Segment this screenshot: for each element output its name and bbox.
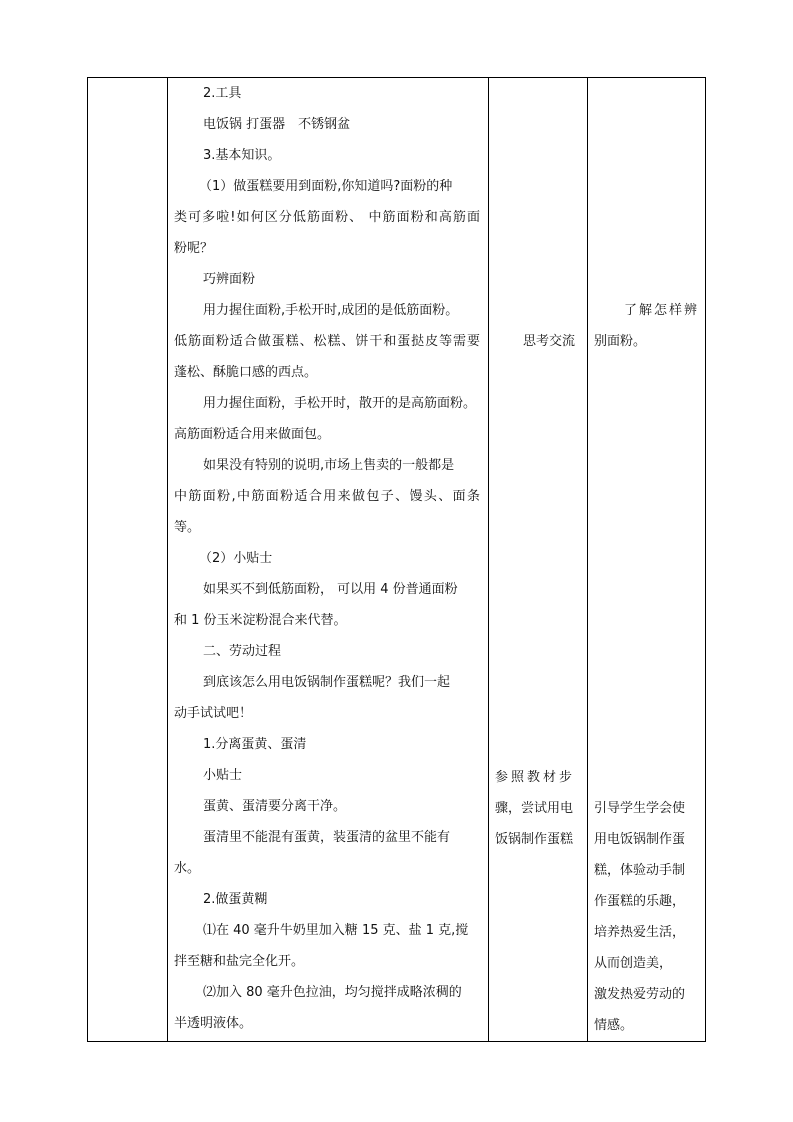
content-line: （2）小贴士 [199, 551, 273, 566]
intent-text: 了解怎样辨 [624, 303, 700, 318]
content-line: 如果买不到低筋面粉， 可以用 4 份普通面粉 [203, 582, 458, 597]
intent-text: 糕，体验动手制 [594, 863, 686, 878]
content-line: 水。 [174, 861, 201, 876]
content-line: 和 1 份玉米淀粉混合来代替。 [174, 613, 347, 628]
activity-text: 骤，尝试用电 [495, 801, 574, 816]
activity-text: 参照教材步 [495, 770, 576, 785]
content-line: （1）做蛋糕要用到面粉,你知道吗?面粉的种 [199, 179, 453, 194]
content-line: 低筋面粉适合做蛋糕、松糕、饼干和蛋挞皮等需要 [174, 334, 480, 349]
content-line: 到底该怎么用电饭锅制作蛋糕呢？我们一起 [203, 675, 451, 690]
content-line: 小贴士 [203, 768, 243, 783]
content-line: 类可多啦!如何区分低筋面粉、 中筋面粉和高筋面 [174, 210, 480, 225]
lesson-table [87, 77, 706, 1042]
content-line: 动手试试吧！ [174, 706, 253, 721]
intent-text: 用电饭锅制作蛋 [594, 832, 686, 847]
content-line: 高筋面粉适合用来做面包。 [174, 427, 331, 442]
content-line: 中筋面粉,中筋面粉适合用来做包子、馒头、面条 [174, 489, 480, 504]
intent-text: 情感。 [594, 1018, 634, 1033]
content-line: 用力握住面粉，手松开时，散开的是高筋面粉。 [203, 396, 477, 411]
content-line: 2.做蛋黄糊 [203, 892, 268, 907]
content-line: 二、劳动过程 [203, 644, 282, 659]
content-line: 拌至糖和盐完全化开。 [174, 954, 305, 969]
intent-text: 作蛋糕的乐趣， [594, 894, 686, 909]
content-line: ⑴在 40 毫升牛奶里加入糖 15 克、盐 1 克,搅 [203, 923, 469, 938]
intent-text: 从而创造美， [594, 956, 673, 971]
content-line: 等。 [174, 520, 201, 535]
column-divider [167, 78, 168, 1041]
content-line: 蓬松、酥脆口感的西点。 [174, 365, 318, 380]
intent-text: 引导学生学会使 [594, 801, 686, 816]
content-line: 粉呢？ [174, 241, 214, 256]
content-line: 3.基本知识。 [203, 148, 281, 163]
content-line: 2.工具 [203, 86, 242, 101]
content-line: 蛋黄、蛋清要分离干净。 [203, 799, 347, 814]
content-line: 用力握住面粉,手松开时,成团的是低筋面粉。 [203, 303, 459, 318]
content-line: 电饭锅 打蛋器 不锈钢盆 [203, 117, 351, 132]
content-line: 巧辨面粉 [203, 272, 256, 287]
content-line: 如果没有特别的说明,市场上售卖的一般都是 [203, 458, 455, 473]
column-divider [488, 78, 489, 1041]
intent-text: 激发热爱劳动的 [594, 987, 686, 1002]
content-line: ⑵加入 80 毫升色拉油，均匀搅拌成略浓稠的 [203, 985, 462, 1000]
intent-text: 别面粉。 [594, 334, 647, 349]
content-line: 半透明液体。 [174, 1016, 253, 1031]
intent-text: 培养热爱生活， [594, 925, 686, 940]
activity-text: 饭锅制作蛋糕 [495, 832, 574, 847]
content-line: 1.分离蛋黄、蛋清 [203, 737, 307, 752]
activity-text: 思考交流 [523, 334, 576, 349]
content-line: 蛋清里不能混有蛋黄，装蛋清的盆里不能有 [203, 830, 451, 845]
column-divider [587, 78, 588, 1041]
